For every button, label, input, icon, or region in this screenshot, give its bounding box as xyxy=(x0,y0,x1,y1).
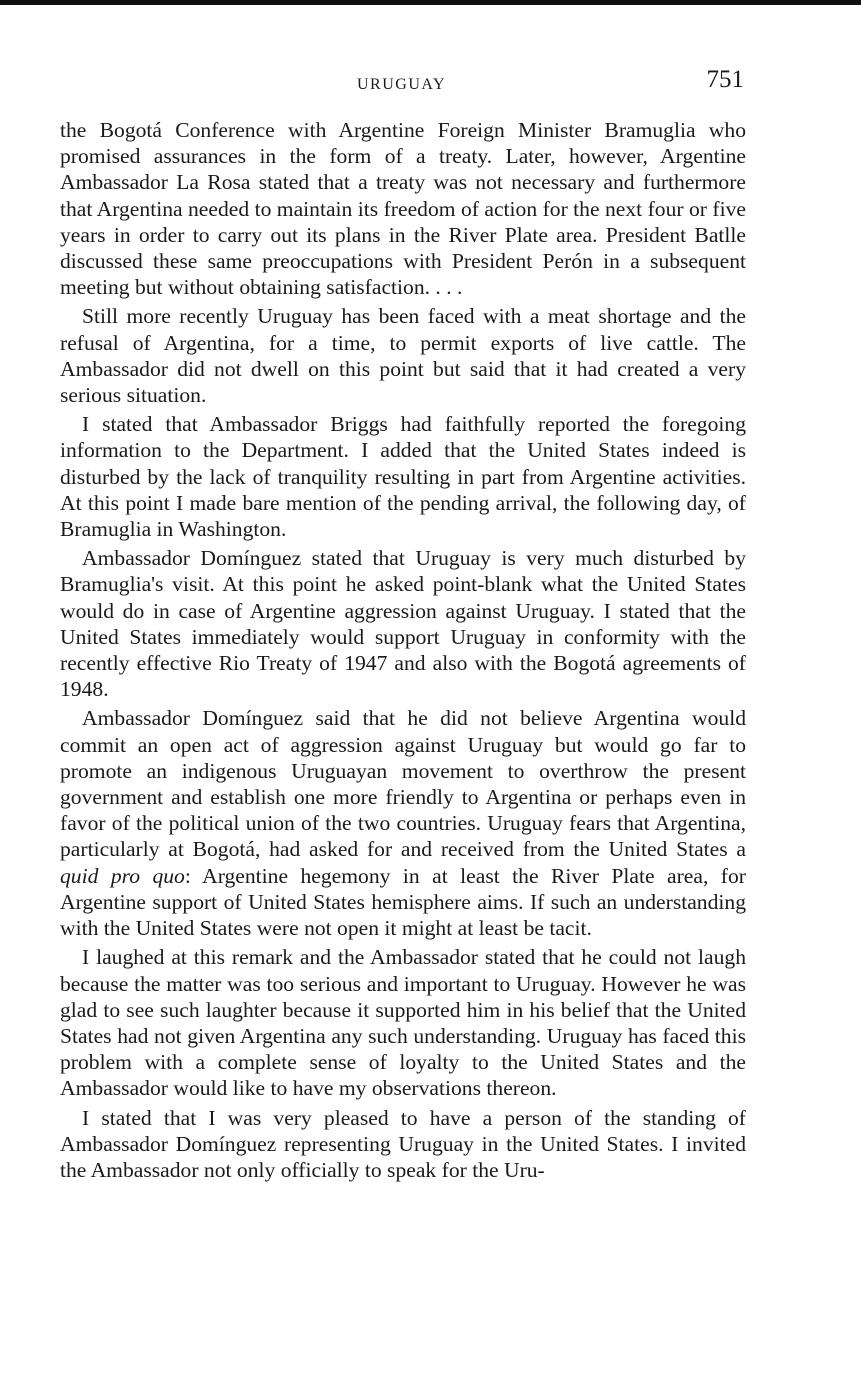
paragraph-5 xyxy=(60,705,746,941)
paragraph-5-italic-phrase: quid pro quo xyxy=(60,863,185,888)
paragraph-3: I stated that Ambassador Briggs had faithfully reported the foregoing information to the Department. I added that the United States indeed is disturbed by the lack of tranquility resulting in part from Argentine activities. At this point I made bare mention of the pending arrival, the following day, of Bramuglia in Washington. xyxy=(60,412,746,542)
paragraph-1: the Bogotá Conference with Argentine Foreign Minister Bramuglia who promised assurances in the form of a treaty. Later, however, Argentine Ambassador La Rosa stated that a treaty was not necessary and furthermore that Argentina needed to maintain its freedom of action for the next four or five years in order to carry out its plans in the River Plate area. President Batlle discussed these same preoccupations with President Perón in a subsequent meeting but without obtaining satisfaction. . . . xyxy=(60,118,746,300)
top-rule xyxy=(0,0,861,5)
paragraph-6: I laughed at this remark and the Ambassador stated that he could not laugh because the matter was too serious and important to Uruguay. However he was glad to see such laughter because it supported him in his belief that the United States had not given Argentina any such understanding. Uruguay has faced this problem with a complete sense of loyalty to the United States and the Ambassador would like to have my observations thereon. xyxy=(60,945,746,1101)
paragraph-7: I stated that I was very pleased to have a person of the standing of Ambassador Domínguez representing Uruguay in the United States. I invited the Ambassador not only officially to speak for the Uru- xyxy=(60,1105,746,1182)
paragraph-4: Ambassador Domínguez stated that Uruguay is very much disturbed by Bramuglia's visit. At this point he asked point-blank what the United States would do in case of Argentine aggression against Uruguay. I stated that the United States immediately would support Uruguay in conformity with the recently effective Rio Treaty of 1947 and also with the Bogotá agreements of 1948. xyxy=(60,546,746,702)
running-head xyxy=(0,66,861,102)
running-title: URUGUAY xyxy=(357,76,447,93)
paragraph-2: Still more recently Uruguay has been faced with a meat shortage and the refusal of Argentina, for a time, to permit exports of live cattle. The Ambassador did not dwell on this point but said that it had created a very serious situation. xyxy=(60,304,746,408)
paragraph-5-text-after: : Argentine hegemony in at least the River Plate area, for Argentine support of United States hemisphere aims. If such an understanding with the United States were not open it might at least be tacit. xyxy=(60,863,746,941)
page-number: 751 xyxy=(706,66,744,93)
body-text xyxy=(60,117,746,1183)
paragraph-5-text-before: Ambassador Domínguez said that he did not believe Argentina would commit an open act of aggression against Uruguay but would go far to promote an indigenous Uruguayan movement to overthrow the present government and establish one more friendly to Argentina or perhaps even in favor of the political union of the two countries. Uruguay fears that Argentina, particularly at Bogotá, had asked for and received from the United States a xyxy=(60,706,746,862)
